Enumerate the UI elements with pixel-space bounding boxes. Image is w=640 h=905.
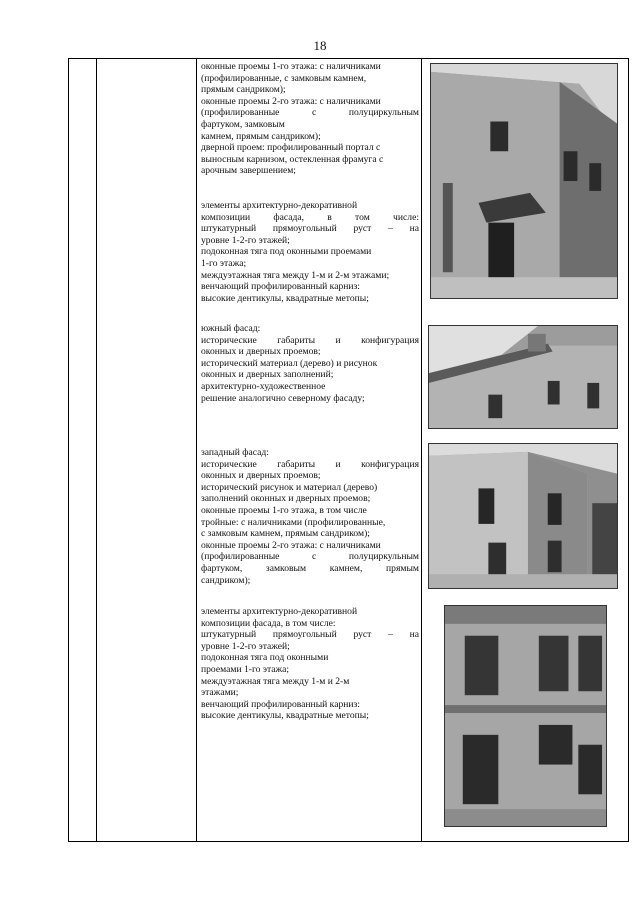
text-line: композиции фасада, в том числе:: [201, 617, 336, 629]
text-line: (профилированные, с замковым камнем,: [201, 72, 367, 84]
text-line: оконные проемы 2-го этажа: с наличниками: [201, 95, 381, 107]
text-line: подоконная тяга под оконными: [201, 652, 329, 664]
building-photo-illustration: [429, 444, 617, 588]
text-line: оконные проемы 2-го этажа: с наличниками: [201, 539, 381, 551]
north-facade-openings-block: [201, 61, 419, 177]
text-line: (профилированные с полуциркульным: [201, 551, 419, 563]
west-facade-photo: [428, 443, 618, 589]
column-divider: [96, 59, 97, 841]
facade-decor-photo: [444, 605, 607, 827]
column-divider: [196, 59, 197, 841]
text-line: композиции фасада, в том числе:: [201, 211, 419, 223]
text-line: проемами 1-го этажа;: [201, 663, 290, 675]
facade-decor-block: [201, 200, 419, 304]
west-facade-block: [201, 447, 419, 586]
text-line: уровне 1-2-го этажей;: [201, 234, 290, 246]
text-line: камнем, прямым сандриком);: [201, 130, 321, 142]
text-line: фартуком, замковым камнем, прямым: [201, 562, 419, 574]
south-facade-photo: [428, 325, 618, 429]
north-facade-photo: [430, 63, 618, 299]
text-line: уровне 1-2-го этажей;: [201, 640, 290, 652]
building-photo-illustration: [431, 64, 617, 298]
text-line: штукатурный прямоугольный руст – на: [201, 223, 419, 235]
text-line: южный фасад:: [201, 323, 261, 334]
column-divider: [421, 59, 422, 841]
text-line: оконные проемы 1-го этажа: с наличниками: [201, 61, 381, 72]
building-photo-illustration: [429, 326, 617, 428]
text-line: выносным карнизом, остекленная фрамуга с: [201, 153, 384, 165]
text-line: подоконная тяга под оконными проемами: [201, 246, 372, 258]
facade-decor-block: [201, 606, 419, 722]
text-line: междуэтажная тяга между 1-м и 2-м этажами;: [201, 269, 390, 281]
text-line: 1-го этажа;: [201, 257, 247, 269]
text-line: оконных и дверных заполнений;: [201, 369, 334, 381]
text-line: фартуком, замковым: [201, 118, 285, 130]
text-line: оконных и дверных проемов;: [201, 470, 321, 482]
text-line: прямым сандриком);: [201, 84, 286, 96]
text-line: штукатурный прямоугольный руст – на: [201, 629, 419, 641]
building-photo-illustration: [445, 606, 606, 826]
text-line: с замковым камнем, прямым сандриком);: [201, 528, 370, 540]
text-line: исторические габариты и конфигурация: [201, 458, 419, 470]
text-line: дверной проем: профилированный портал с: [201, 142, 381, 154]
requirements-table: [68, 58, 629, 842]
text-line: решение аналогично северному фасаду;: [201, 392, 365, 404]
text-line: заполнений оконных и дверных проемов;: [201, 493, 371, 505]
text-line: исторический рисунок и материал (дерево): [201, 481, 378, 493]
text-line: тройные: с наличниками (профилированные,: [201, 516, 386, 528]
text-line: архитектурно-художественное: [201, 380, 326, 392]
text-line: исторические габариты и конфигурация: [201, 334, 419, 346]
text-line: оконные проемы 1-го этажа, в том числе: [201, 504, 367, 516]
text-line: элементы архитектурно-декоративной: [201, 606, 358, 617]
text-line: исторический материал (дерево) и рисунок: [201, 357, 378, 369]
text-line: западный фасад:: [201, 447, 269, 458]
text-line: элементы архитектурно-декоративной: [201, 200, 358, 211]
text-line: венчающий профилированный карниз:: [201, 698, 360, 710]
text-line: арочным завершением;: [201, 165, 296, 177]
text-line: оконных и дверных проемов;: [201, 346, 321, 358]
text-line: высокие дентикулы, квадратные метопы;: [201, 292, 369, 304]
text-line: венчающий профилированный карниз:: [201, 281, 360, 293]
text-line: высокие дентикулы, квадратные метопы;: [201, 710, 369, 722]
page-number: 18: [313, 38, 327, 53]
text-line: (профилированные с полуциркульным: [201, 107, 419, 119]
south-facade-block: [201, 323, 419, 404]
text-line: сандриком);: [201, 574, 251, 586]
text-line: этажами;: [201, 687, 239, 699]
text-line: междуэтажная тяга между 1-м и 2-м: [201, 675, 350, 687]
